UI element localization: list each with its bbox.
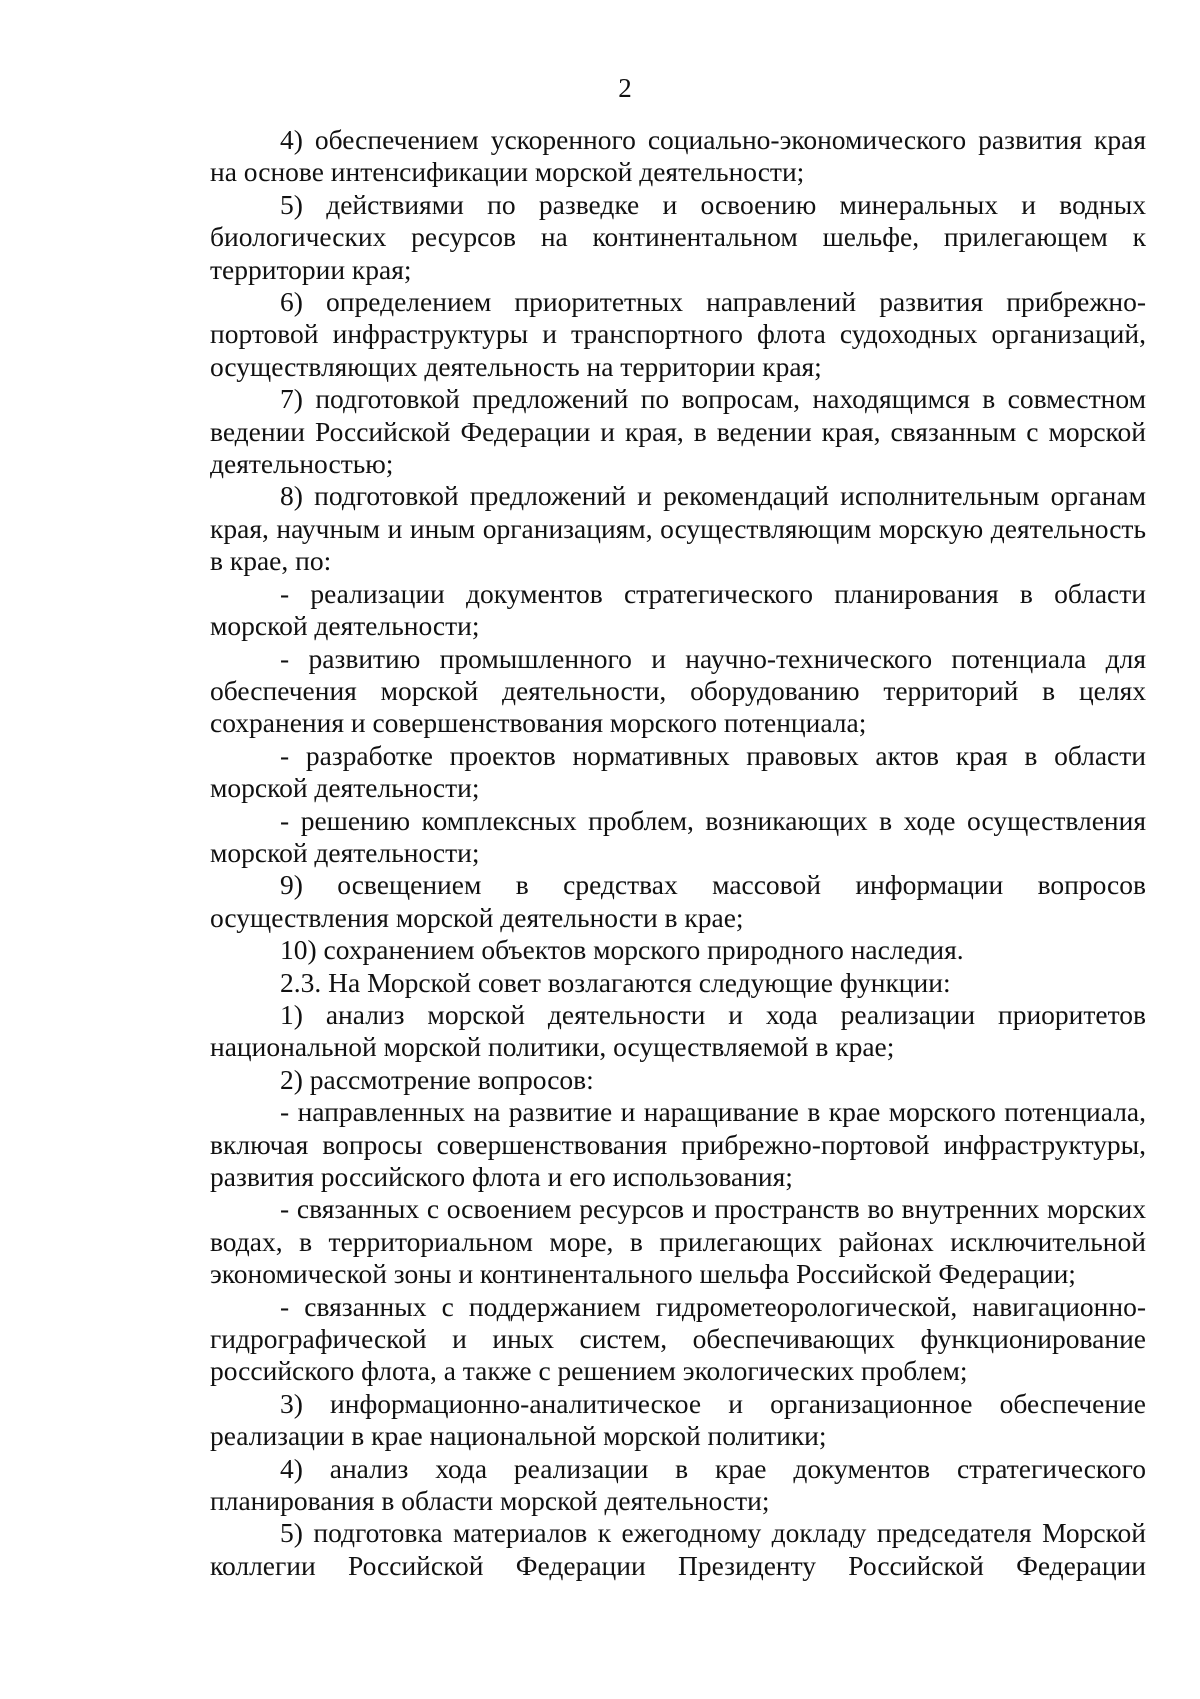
paragraph: 2) рассмотрение вопросов: — [280, 1063, 594, 1095]
paragraph: 4) обеспечением ускоренного социально-экономического развития края на основе интенсификации морской деятельности; — [210, 124, 1146, 188]
paragraph: 5) действиями по разведке и освоению минеральных и водных биологических ресурсов на континентальном шельфе, прилегающем к территории края; — [210, 188, 1146, 285]
list-item: - направленных на развитие и наращивание в крае морского потенциала, включая вопросы совершенствования прибрежно-портовой инфраструктуры, развития российского флота и его использования; — [210, 1096, 1146, 1192]
page-number: 2 — [618, 73, 632, 103]
list-item: - решению комплексных проблем, возникающих в ходе осуществления морской деятельности; — [210, 804, 1146, 868]
paragraph: 4) анализ хода реализации в крае документов стратегического планирования в области морской деятельности; — [210, 1452, 1146, 1517]
paragraph: 7) подготовкой предложений по вопросам, находящимся в совместном ведении Российской Федерации и края, в ведении края, связанным с морской деятельностью; — [210, 383, 1146, 480]
list-item: - связанных с поддержанием гидрометеорологической, навигационно-гидрографической и иных систем, обеспечивающих функционирование российского флота, а также с решением экологических проблем; — [210, 1290, 1146, 1387]
section-heading: 2.3. На Морской совет возлагаются следующие функции: — [280, 966, 951, 998]
paragraph: 3) информационно-аналитическое и организационное обеспечение реализации в крае национальной морской политики; — [210, 1387, 1146, 1452]
list-item: - разработке проектов нормативных правовых актов края в области морской деятельности; — [210, 739, 1146, 804]
document-body — [210, 124, 1146, 1582]
paragraph: 5) подготовка материалов к ежегодному докладу председателя Морской коллегии Российской Федерации Президенту Российской Федерации — [210, 1517, 1146, 1581]
list-item: - развитию промышленного и научно-технического потенциала для обеспечения морской деятельности, оборудованию территорий в целях сохранения и совершенствования морского потенциала; — [210, 642, 1146, 739]
paragraph: 9) освещением в средствах массовой информации вопросов осуществления морской деятельности в крае; — [210, 869, 1146, 933]
paragraph: 8) подготовкой предложений и рекомендаций исполнительным органам края, научным и иным организациям, осуществляющим морскую деятельность в крае, по: — [210, 480, 1146, 577]
list-item: - связанных с освоением ресурсов и пространств во внутренних морских водах, в территориальном море, в прилегающих районах исключительной экономической зоны и континентального шельфа Российской Федерации; — [210, 1193, 1146, 1290]
paragraph: 1) анализ морской деятельности и хода реализации приоритетов национальной морской политики, осуществляемой в крае; — [210, 998, 1146, 1063]
paragraph: 6) определением приоритетных направлений развития прибрежно-портовой инфраструктуры и транспортного флота судоходных организаций, осуществляющих деятельность на территории края; — [210, 286, 1146, 382]
list-item: - реализации документов стратегического планирования в области морской деятельности; — [210, 577, 1146, 642]
paragraph: 10) сохранением объектов морского природного наследия. — [280, 934, 964, 966]
